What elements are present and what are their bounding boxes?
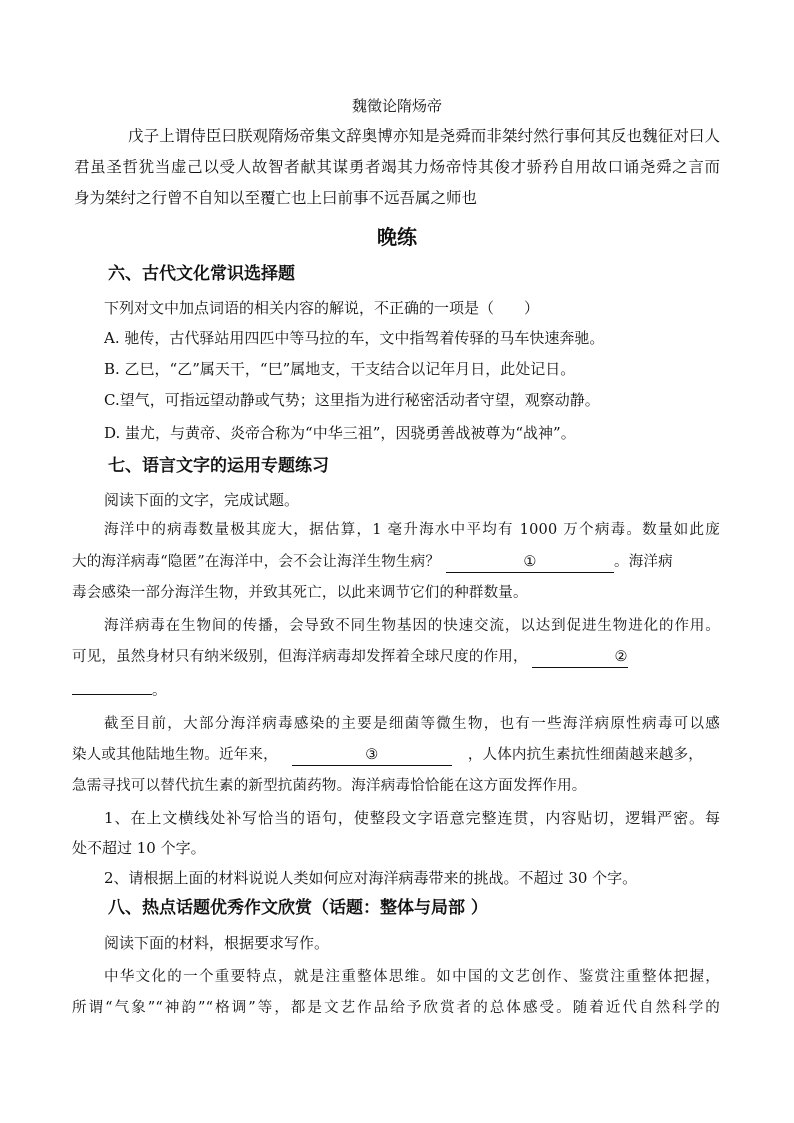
section-8-intro: 阅读下面的材料，根据要求写作。 [104, 934, 330, 952]
blank-3[interactable]: ③ [292, 745, 452, 766]
p2-line-3 [72, 678, 167, 701]
question-2: 2、请根据上面的材料说说人类如何应对海洋病毒带来的挑战。不超过 30 个字。 [104, 869, 638, 887]
p3-line-3: 急需寻找可以替代抗生素的新型抗菌药物。海洋病毒恰恰能在这方面发挥作用。 [72, 778, 587, 794]
question-1-line-2: 处不超过 10 个字。 [72, 839, 206, 857]
p2-line-2-text: 可见，虽然身材只有纳米级别，但海洋病毒却发挥着全球尺度的作用， [72, 649, 528, 665]
passage-line-2: 君虽圣哲犹当虚己以受人故智者献其谋勇者竭其力炀帝恃其俊才骄矜自用故口诵尧舜之言而 [74, 158, 720, 176]
p1-line-2-text: 大的海洋病毒“隐匿”在海洋中，会不会让海洋生物生病？ [72, 554, 441, 570]
p2-line-2 [72, 647, 628, 668]
section-8-line-1: 中华文化的一个重要特点，就是注重整体思维。如中国的文艺创作、鉴赏注重整体把握， [104, 969, 720, 985]
p1-line-2-tail: 。海洋病 [614, 554, 673, 570]
section-8-heading: 八、热点话题优秀作文欣赏（话题：整体与局部 ） [108, 898, 488, 918]
evening-heading: 晚练 [377, 225, 417, 249]
p1-line-3: 毒会感染一部分海洋生物，并致其死亡，以此来调节它们的种群数量。 [72, 585, 528, 601]
p3-line-1: 截至目前，大部分海洋病毒感染的主要是细菌等微生物，也有一些海洋病原性病毒可以感 [104, 716, 720, 732]
p1-line-2 [72, 552, 673, 573]
blank-2-continuation[interactable] [72, 678, 152, 695]
p2-line-3-tail: 。 [152, 683, 167, 699]
section-6-question: 下列对文中加点词语的相关内容的解说，不正确的一项是（ ） [104, 299, 540, 317]
option-a: A. 驰传，古代驿站用四匹中等马拉的车，文中指驾着传驿的马车快速奔驰。 [104, 329, 605, 347]
p3-line-2 [72, 745, 703, 766]
section-7-intro: 阅读下面的文字，完成试题。 [104, 491, 300, 509]
blank-1[interactable]: ① [446, 552, 614, 573]
question-1-line-1: 1、在上文横线处补写恰当的语句，使整段文字语意完整连贯，内容贴切，逻辑严密。每 [104, 809, 720, 827]
section-7-heading: 七、语言文字的运用专题练习 [108, 456, 329, 476]
passage-title: 魏徵论隋炀帝 [351, 97, 442, 115]
option-b: B. 乙巳，“乙”属天干，“巳”属地支，干支结合以记年月日，此处记日。 [104, 360, 576, 378]
section-8-line-2: 所谓“气象”“神韵”“格调”等，都是文艺作品给予欣赏者的总体感受。随着近代自然科学的 [72, 1000, 720, 1016]
p1-line-1: 海洋中的病毒数量极其庞大，据估算，1 毫升海水中平均有 1000 万个病毒。数量如此庞 [104, 522, 720, 538]
option-c: C.望气，可指远望动静或气势；这里指为进行秘密活动者守望，观察动静。 [104, 391, 600, 409]
passage-line-3: 身为桀纣之行曾不自知以至覆亡也上曰前事不远吾属之师也 [74, 189, 478, 207]
p3-line-2-text: 染人或其他陆地生物。近年来， [72, 747, 278, 763]
p2-line-1: 海洋病毒在生物间的传播，会导致不同生物基因的快速交流，以达到促进生物进化的作用。 [104, 618, 720, 634]
p3-line-2-tail: ，人体内抗生素抗性细菌越来越多， [467, 747, 704, 763]
passage-line-1: 戊子上谓侍臣曰朕观隋炀帝集文辞奥博亦知是尧舜而非桀纣然行事何其反也魏征对曰人 [128, 127, 720, 145]
blank-2[interactable]: ② [532, 647, 628, 668]
option-d: D. 蚩尤，与黄帝、炎帝合称为“中华三祖”，因骁勇善战被尊为“战神”。 [104, 424, 576, 442]
section-6-heading: 六、古代文化常识选择题 [108, 264, 295, 284]
